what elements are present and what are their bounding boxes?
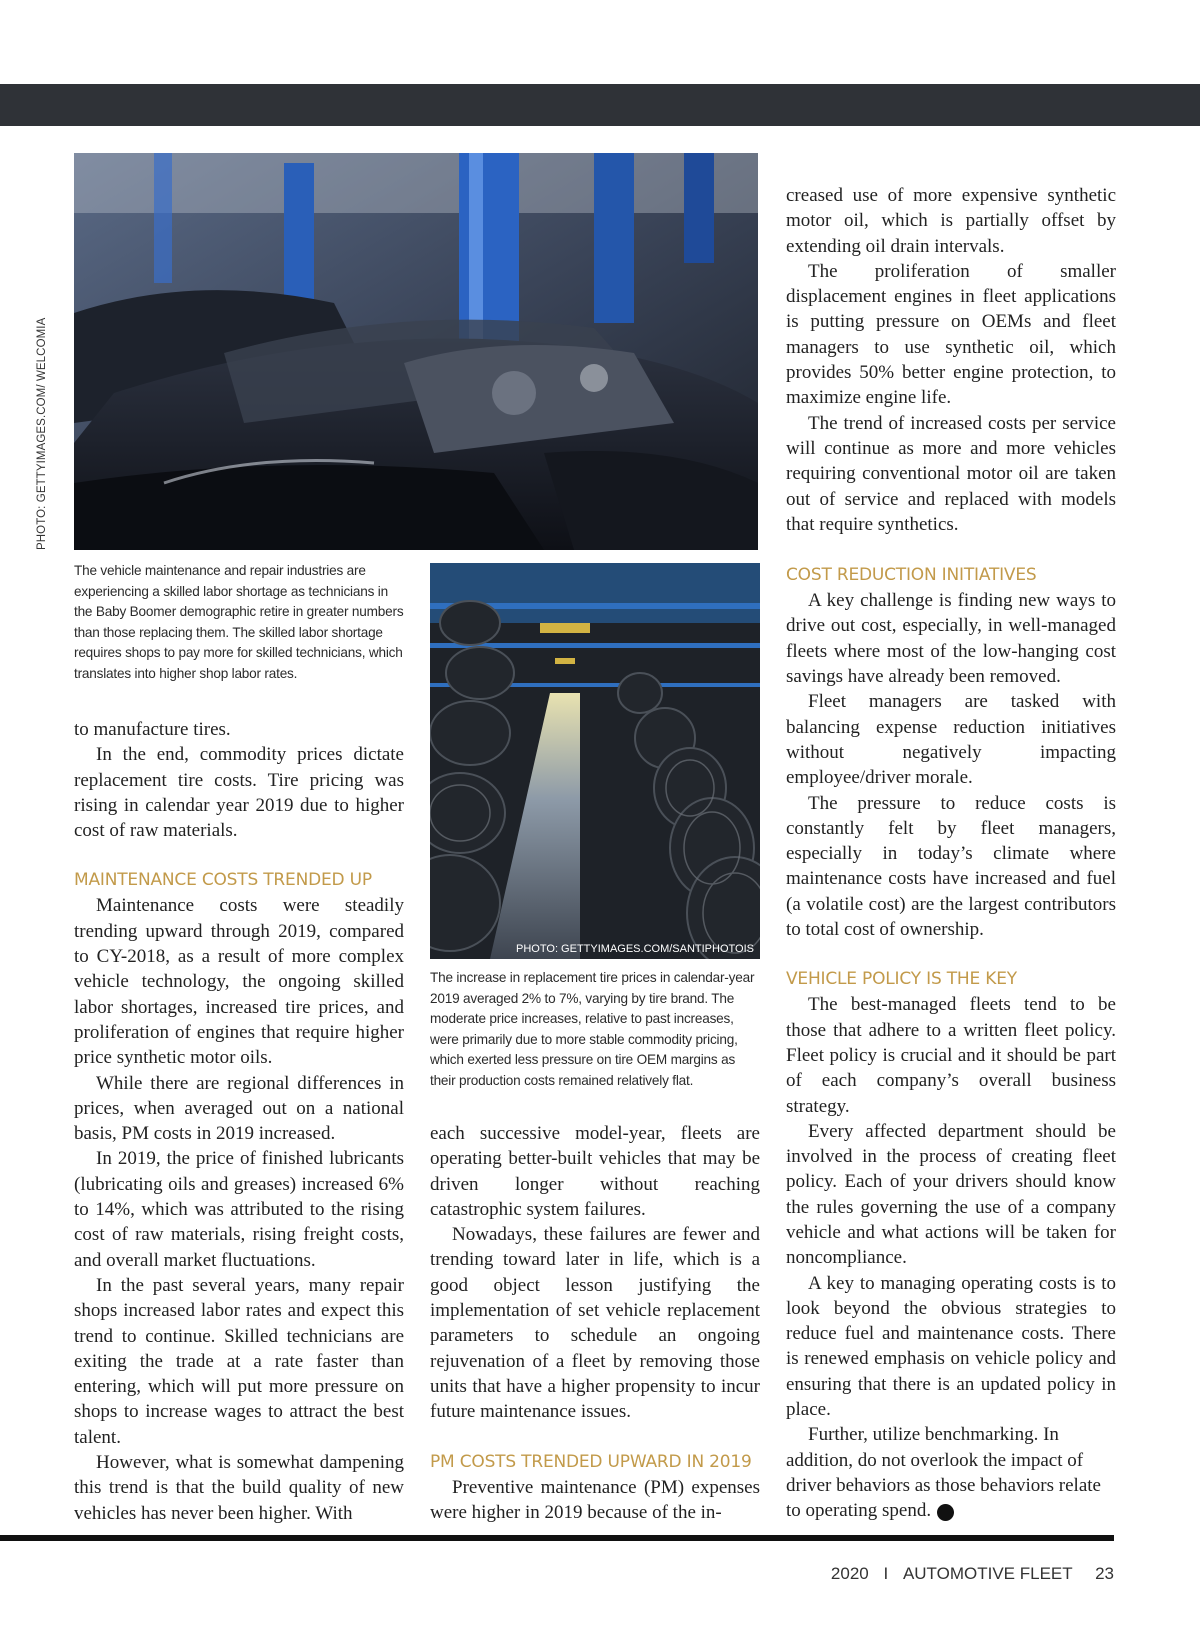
- article-column-2: [430, 1121, 760, 1525]
- paragraph: In the end, commodity prices dictate replacement tire costs. Tire pricing was rising in calendar year 2019 due to higher cost of raw materials.: [74, 744, 404, 842]
- paragraph: In 2019, the price of finished lubricants (lubricating oils and greases) increased 6% to 14%, which was attributed to the rising cost of raw materials, rising freight costs, and overall market fluctuations.: [74, 1148, 404, 1271]
- article-column-3: [786, 183, 1116, 1524]
- paragraph: Fleet managers are tasked with balancing expense reduction initiatives without negatively impacting employee/driver morale.: [786, 691, 1116, 789]
- footer-separator: I: [883, 1564, 889, 1583]
- paragraph: The pressure to reduce costs is constantly felt by fleet managers, especially in today’s climate where maintenance costs have increased and fuel (a volatile cost) are the largest contributors to total cost of ownership.: [786, 792, 1116, 941]
- paragraph: creased use of more expensive synthetic motor oil, which is partially offset by extending oil drain intervals.: [786, 185, 1116, 257]
- paragraph: Maintenance costs were steadily trending upward through 2019, compared to CY-2018, as a result of more complex vehicle technology, the ongoing skilled labor shortages, increased tire prices, and proliferation of engines that require higher price synthetic motor oils.: [74, 895, 404, 1069]
- section-heading: VEHICLE POLICY IS THE KEY: [786, 969, 1017, 990]
- photo-caption: The increase in replacement tire prices in calendar-year 2019 averaged 2% to 7%, varying by tire brand. The moderate price increases, relative to past increases, were primarily due to more stable commodity pricing, which exerted less pressure on tire OEM margins as their production costs remained relatively flat.: [430, 970, 755, 1088]
- footer-publication: AUTOMOTIVE FLEET: [902, 1564, 1073, 1583]
- paragraph: A key to managing operating costs is to look beyond the obvious strategies to reduce fuel and maintenance costs. There is renewed emphasis on vehicle policy and ensuring that there is an updated policy in place.: [786, 1272, 1116, 1421]
- paragraph: Preventive maintenance (PM) expenses were higher in 2019 because of the in-: [430, 1476, 760, 1523]
- page-number: 23: [1095, 1564, 1114, 1583]
- article-column-1: [74, 717, 404, 1526]
- paragraph: each successive model-year, fleets are operating better-built vehicles that may be driven longer without reaching catastrophic system failures.: [430, 1123, 760, 1220]
- paragraph: The best-managed fleets tend to be those that adhere to a written fleet policy. Fleet policy is crucial and it should be part of each company’s overall business strategy.: [786, 994, 1116, 1117]
- paragraph: A key challenge is finding new ways to drive out cost, especially, in well-managed fleets where most of the low-hanging cost savings have already been removed.: [786, 590, 1116, 688]
- section-heading: MAINTENANCE COSTS TRENDED UP: [74, 870, 372, 891]
- photo-caption: The vehicle maintenance and repair industries are experiencing a skilled labor shortage as technicians in the Baby Boomer demographic retire in greater numbers than those replacing them. The skilled labor shortage requires shops to pay more for skilled technicians, which translates into higher shop labor rates.: [74, 563, 404, 681]
- footer-rule: [0, 1535, 1114, 1541]
- photo-credit: PHOTO: GETTYIMAGES.COM/ WELCOMIA: [36, 317, 48, 550]
- paragraph: However, what is somewhat dampening this trend is that the build quality of new vehicles has never been higher. With: [74, 1452, 404, 1524]
- paragraph: In the past several years, many repair shops increased labor rates and expect this trend to continue. Skilled technicians are exiting the trade at a rate faster than entering, which will put more pressure on shops to increase wages to attract the best talent.: [74, 1274, 404, 1448]
- section-heading: PM COSTS TRENDED UPWARD IN 2019: [430, 1451, 752, 1472]
- paragraph: to manufacture tires.: [74, 719, 231, 740]
- photo-credit: PHOTO: GETTYIMAGES.COM/SANTIPHOTOIS: [516, 943, 754, 955]
- repair-shop-photo: [74, 153, 758, 550]
- header-bar: [0, 84, 1200, 126]
- tire-warehouse-photo: [430, 563, 760, 959]
- page-footer: [831, 1564, 1114, 1584]
- section-heading: COST REDUCTION INITIATIVES: [786, 565, 1037, 586]
- paragraph: Every affected department should be involved in the process of creating fleet policy. Each of your drivers should know the rules governing the use of a company vehicle and what actions will be taken for noncompliance.: [786, 1120, 1116, 1269]
- paragraph: While there are regional differences in prices, when averaged out on a national basis, PM costs in 2019 increased.: [74, 1072, 404, 1145]
- paragraph: The trend of increased costs per service will continue as more and more vehicles requiring conventional motor oil are taken out of service and replaced with models that require synthetics.: [786, 412, 1116, 535]
- footer-year: 2020: [830, 1564, 869, 1583]
- af-logo-icon: AF: [937, 1504, 954, 1521]
- paragraph: Nowadays, these failures are fewer and trending toward later in life, which is a good object lesson justifying the implementation of set vehicle replacement parameters to schedule an ongoing rejuvenation of a fleet by removing those units that have a higher propensity to incur future maintenance issues.: [430, 1224, 760, 1423]
- paragraph: The proliferation of smaller displacement engines in fleet applications is putting pressure on OEMs and fleet managers to use synthetic oil, which provides 50% better engine protection, to maximize engine life.: [786, 260, 1116, 409]
- paragraph: [786, 1422, 1116, 1523]
- paragraph-text: Further, utilize benchmarking. In addition, do not overlook the impact of driver behaviors as those behaviors relate to operating spend.: [786, 1424, 1101, 1522]
